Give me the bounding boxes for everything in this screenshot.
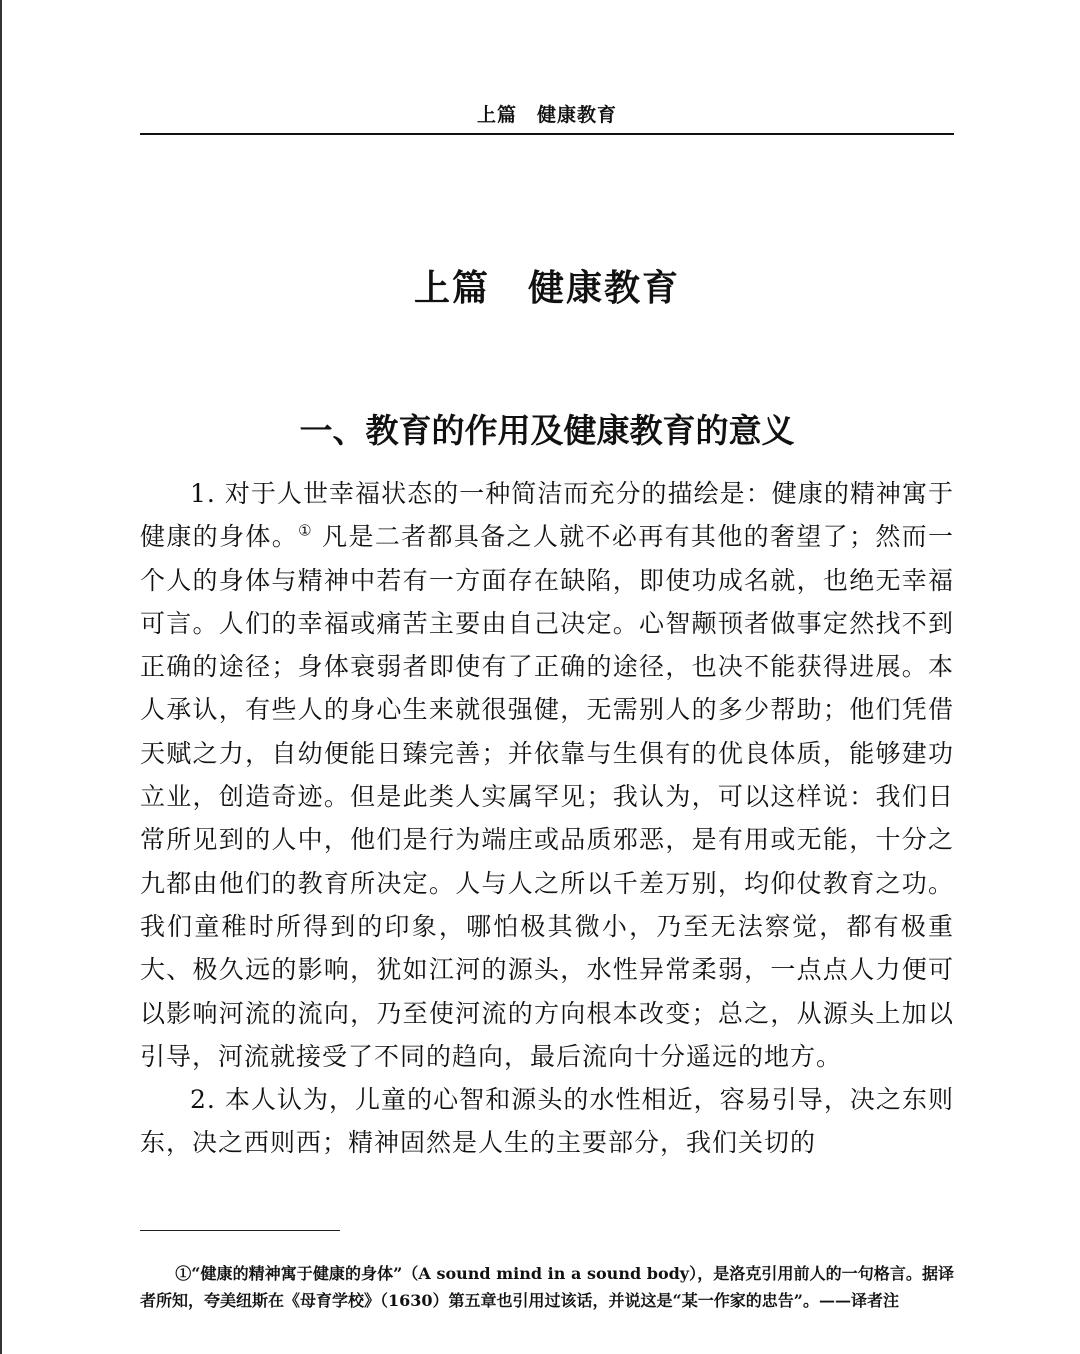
footnote: ①“健康的精神寓于健康的身体”（A sound mind in a sound body），是洛克引用前人的一句格言。据译者所知，夸美纽斯在《母育学校》（1630）第五章也引用过该话，并说这是“某一作家的忠告”。——译者注 [140, 1264, 954, 1310]
paragraph-1-lead: 1. 对于人世幸福状态的一种简洁而充分的描绘是：健康的精神寓于健康的身体。 [140, 479, 954, 552]
body-text [140, 472, 954, 1165]
paragraph-1 [140, 472, 954, 1078]
footnote-marker: ① [298, 521, 313, 540]
section-title: 一、教育的作用及健康教育的意义 [299, 411, 795, 451]
footnote-rule [140, 1230, 340, 1231]
paragraph-1-rest: 凡是二者都具备之人就不必再有其他的奢望了；然而一个人的身体与精神中若有一方面存在缺陷，即使功成名就，也绝无幸福可言。人们的幸福或痛苦主要由自己决定。心智颟顸者做事定然找不到正确的途径；身体衰弱者即使有了正确的途径，也决不能获得进展。本人承认，有些人的身心生来就很强健，无需别人的多少帮助；他们凭借天赋之力，自幼便能日臻完善；并依靠与生俱有的优良体质，能够建功立业，创造奇迹。但是此类人实属罕见；我认为，可以这样说：我们日常所见到的人中，他们是行为端庄或品质邪恶，是有用或无能，十分之九都由他们的教育所决定。人与人之所以千差万别，均仰仗教育之功。我们童稚时所得到的印象，哪怕极其微小，乃至无法察觉，都有极重大、极久远的影响，犹如江河的源头，水性异常柔弱，一点点人力便可以影响河流的流向，乃至使河流的方向根本改变；总之，从源头上加以引导，河流就接受了不同的趋向，最后流向十分遥远的地方。 [140, 522, 954, 1071]
header-rule [140, 133, 954, 135]
page-edge [0, 0, 2, 1354]
part-title: 上篇 健康教育 [413, 267, 680, 310]
paragraph-2: 2. 本人认为，儿童的心智和源头的水性相近，容易引导，决之东则东，决之西则西；精神固然是人生的主要部分，我们关切的 [140, 1085, 954, 1158]
running-header: 上篇 健康教育 [476, 104, 617, 126]
